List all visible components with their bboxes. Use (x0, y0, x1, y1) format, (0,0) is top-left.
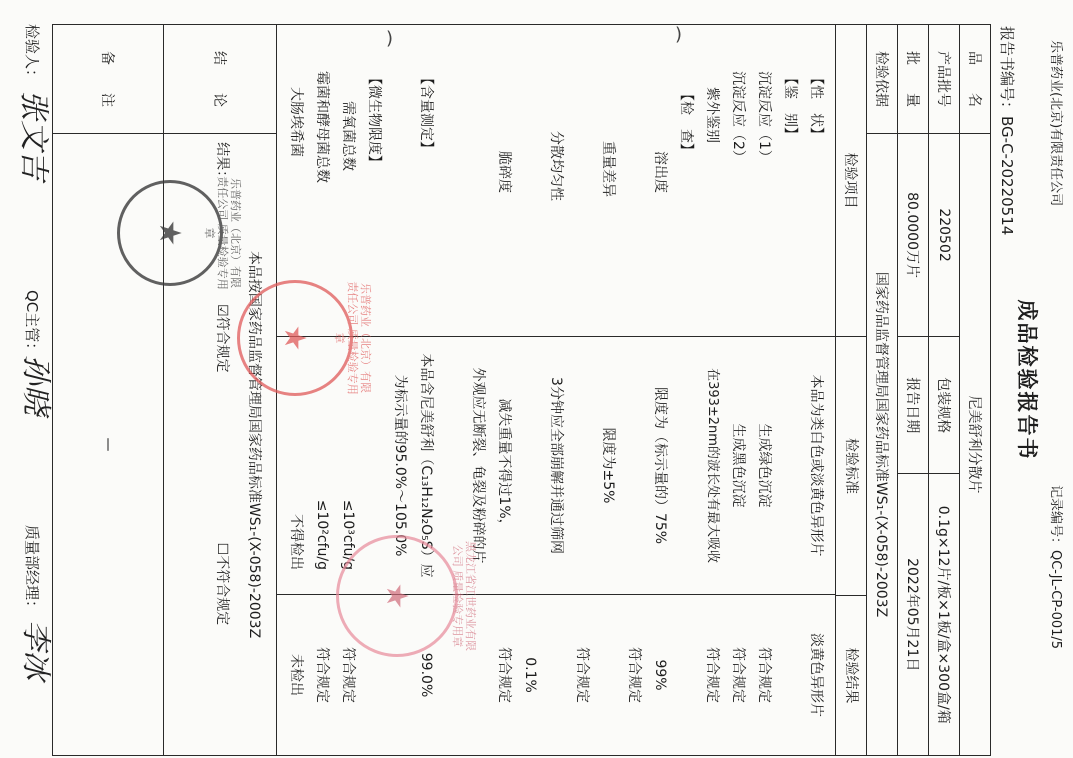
result-text: 符合规定 (314, 647, 330, 703)
standard-text (517, 341, 543, 590)
result-text: 符合规定 (756, 647, 772, 703)
remarks-value: — (53, 134, 164, 756)
result-text: 99% (652, 659, 668, 691)
inspector-signature: 张文吉 (16, 90, 51, 180)
item-friability: 脆碎度 (496, 151, 512, 193)
standard-text: 本品含尼美舒利（C₁₃H₁₂N₂O₅S）应 (418, 353, 434, 578)
report-number: 报告书编号：BG-C-20220514 (998, 26, 1016, 236)
star-icon: ★ (152, 219, 188, 247)
item-precipitation-1: 沉淀反应（1） (756, 71, 772, 164)
item-mold-yeast: 霉菌和酵母菌总数 (314, 71, 330, 183)
column-header-result: 检验结果 (843, 647, 859, 704)
item-assay: 【含量测定】 (418, 71, 434, 155)
company-name: 乐普药业(北京)有限责任公司 (1048, 40, 1063, 207)
option-fail-checkbox: ☐不符合规定 (214, 542, 230, 626)
item-ecoli: 大肠埃希菌 (288, 87, 304, 157)
item-precipitation-2: 沉淀反应（2） (730, 71, 746, 164)
remarks-label: 备 注 (53, 25, 164, 134)
standard-text: 为标示量的95.0%～105.0% (392, 374, 408, 557)
table-row (53, 25, 164, 756)
item-blank (569, 31, 595, 330)
item-microbial: 【微生物限度】 (366, 71, 382, 169)
product-batch-label: 产品批号 (929, 25, 960, 134)
scan-mark: ) (675, 24, 683, 45)
standard-text: 外观应无断裂、龟裂及粉碎的片 (470, 367, 486, 564)
standard-text: ≤10³cfu/g (340, 499, 356, 571)
report-date-value: 2022年05月21日 (898, 474, 929, 756)
standard-text: 生成绿色沉淀 (756, 423, 772, 508)
standard-text (569, 341, 595, 590)
stamp-text: 乐普药业（北京）有限责任公司 质量检验专用章 (333, 281, 372, 395)
standard-text: 限度为±5% (600, 427, 616, 504)
table-row (898, 25, 929, 756)
standard-text: 生成黑色沉淀 (730, 423, 746, 508)
standard-text: 不得检出 (288, 514, 304, 571)
item-appearance: 【性 状】 (808, 71, 824, 141)
column-header-standard: 检验标准 (836, 337, 866, 596)
conclusion-label: 结 论 (164, 25, 277, 134)
item-blank (439, 31, 465, 330)
result-text: 符合规定 (496, 647, 512, 703)
table-header-row (836, 25, 867, 756)
item-identification: 【鉴 别】 (782, 71, 798, 141)
quality-stamp-red (237, 280, 372, 396)
result-text: 99.0% (418, 652, 434, 698)
result-text (673, 599, 699, 751)
result-text (543, 599, 569, 751)
standard-text (621, 341, 647, 590)
item-uv: 紫外鉴别 (704, 87, 720, 143)
column-header-item: 检验项目 (836, 25, 867, 337)
result-text: 符合规定 (704, 647, 720, 703)
standard-text: 在393±2nm的波长处有最大吸收 (705, 368, 720, 563)
quality-stamp-pink (336, 535, 477, 657)
star-icon: ★ (277, 324, 313, 352)
package-spec-value: 0.1g×12片/板×1板/盒×300盒/箱 (929, 474, 960, 756)
product-name-value: 尼美舒利分散片 (960, 134, 991, 756)
standard-text: 3分钟应全部崩解并通过筛网 (548, 377, 564, 554)
item-blank (465, 31, 491, 330)
option-pass-checkbox: ☑符合规定 (214, 304, 230, 373)
basis-label: 检验依据 (867, 25, 898, 134)
result-text: 符合规定 (574, 647, 590, 703)
standard-text: 本品为类白色或淡黄色异形片 (808, 374, 824, 557)
standard-text: 限度为（标示量的）75% (652, 386, 668, 545)
quality-stamp-black (117, 176, 242, 290)
table-row (867, 25, 898, 756)
result-text: 淡黄色异形片 (808, 633, 824, 717)
report-date-label: 报告日期 (898, 337, 929, 474)
basis-value: 国家药品监督管理局国家药品标准WS₁-(X-058)-2003Z (867, 134, 898, 756)
item-aerobic: 需氧菌总数 (340, 101, 356, 171)
inspector-label: 检验人： (23, 24, 41, 85)
table-row (164, 25, 277, 756)
qm-label: 质量部经理： (23, 525, 41, 616)
item-blank (517, 31, 543, 330)
stamp-text: 乐普药业（北京）有限责任公司 质量检验专用章 (203, 176, 242, 290)
product-name-label: 品 名 (960, 25, 991, 134)
result-text: 符合规定 (626, 647, 642, 703)
result-text: 0.1% (522, 657, 538, 693)
report-table (52, 24, 991, 756)
item-weight-variation: 重量差异 (600, 141, 616, 197)
quantity-label: 批 量 (898, 25, 929, 134)
item-checks: 【检 查】 (678, 87, 694, 157)
result-label: 结果： (214, 142, 230, 185)
item-dissolution: 溶出度 (652, 151, 668, 193)
item-blank (621, 31, 647, 330)
result-text: 符合规定 (340, 647, 356, 703)
scan-mark: ) (386, 28, 394, 49)
conclusion-text: 本品按国家药品监督管理局国家药品标准WS₁-(X-058)-2003Z (246, 250, 262, 639)
result-text (777, 599, 803, 751)
stamp-text: 黑龙江省江世药业有限公司 质量检验专用章 (451, 541, 477, 651)
result-text (595, 599, 621, 751)
quantity-value: 80.0000万片 (898, 134, 929, 337)
item-dispersion: 分散均匀性 (548, 131, 564, 201)
item-blank (387, 31, 413, 330)
package-spec-label: 包装规格 (929, 337, 960, 474)
product-batch-value: 220502 (929, 134, 960, 337)
qc-label: QC主管： (23, 290, 41, 358)
standard-text (673, 341, 699, 590)
standard-text: ≤10²cfu/g (314, 499, 330, 571)
result-text: 未检出 (288, 654, 304, 696)
table-row (960, 25, 991, 756)
standard-text (777, 341, 803, 590)
table-row (929, 25, 960, 756)
star-icon: ★ (379, 582, 415, 610)
record-number: 记录编号：QC-JL-CP-001/5 (1048, 485, 1063, 650)
qm-signature: 李冰 (18, 620, 53, 680)
result-text: 符合规定 (730, 647, 746, 703)
standard-text: 减失重量不得过1%， (496, 398, 512, 533)
qc-signature: 孙晓 (18, 355, 53, 415)
report-title: 成品检验报告书 (1015, 299, 1039, 461)
